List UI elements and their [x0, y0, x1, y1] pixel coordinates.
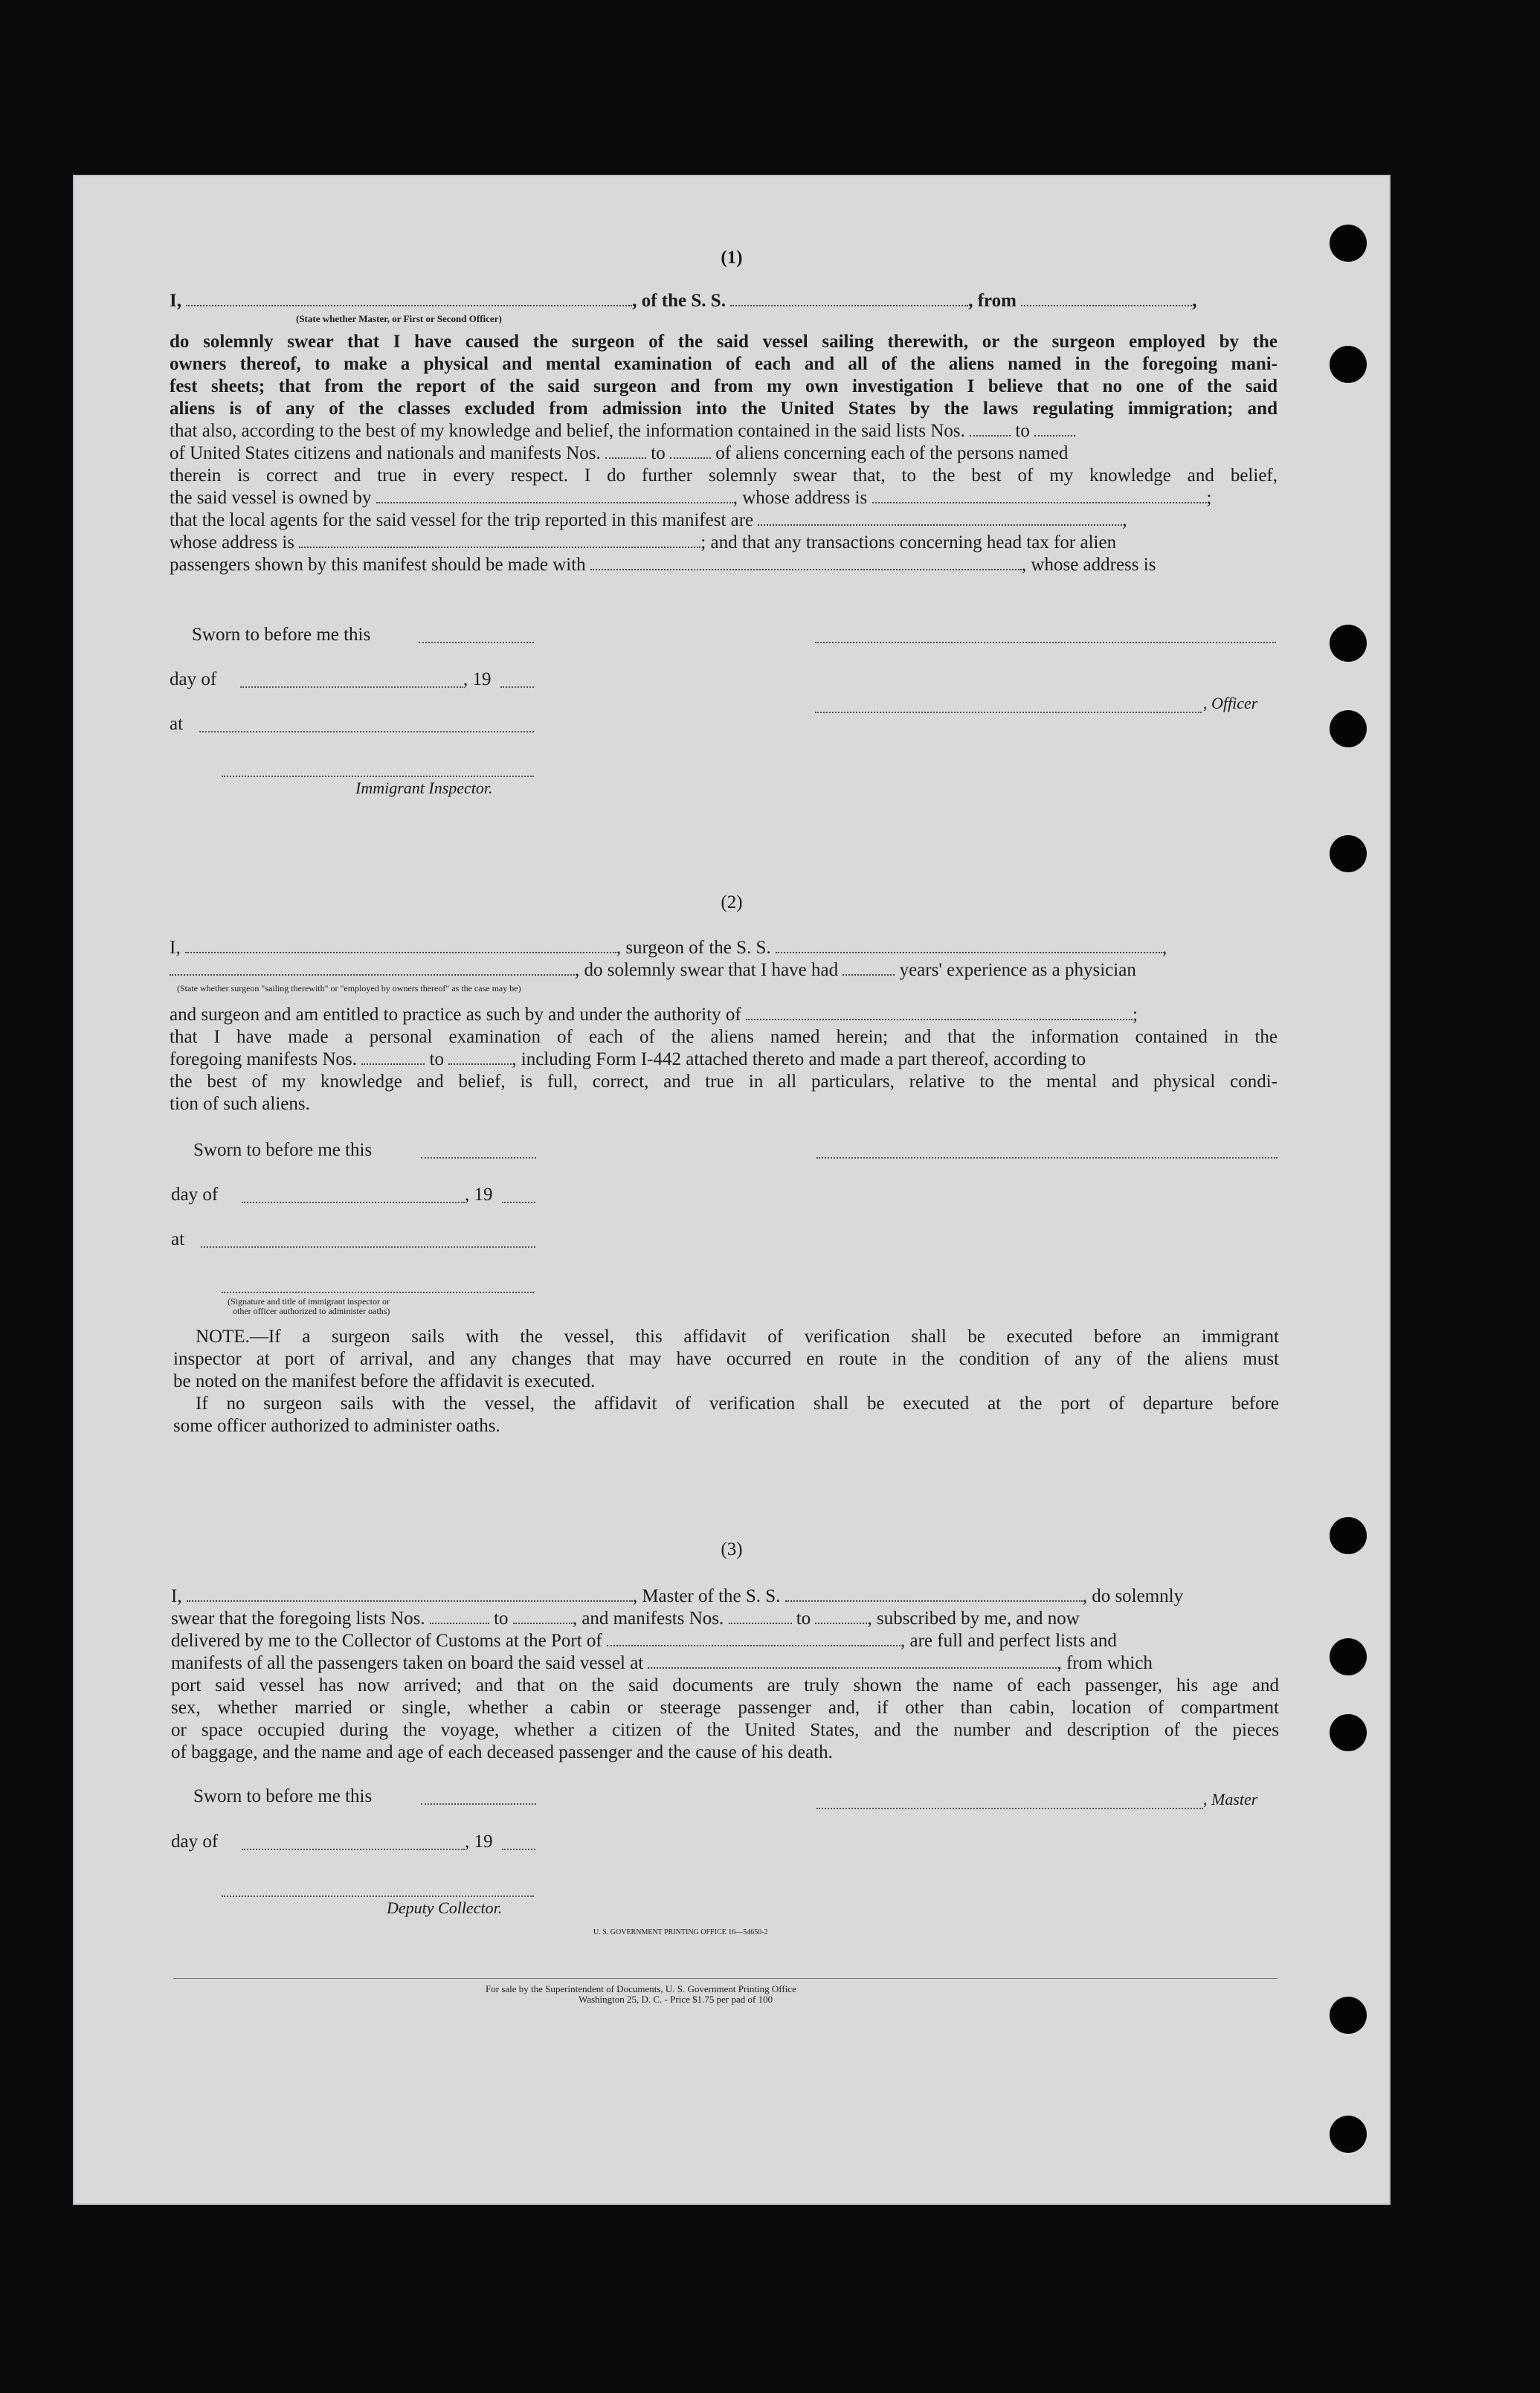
text: foregoing manifests Nos. [170, 1049, 358, 1069]
text: and surgeon and am entitled to practice as such by and under the authority of [170, 1005, 741, 1025]
manifest-back-page [73, 175, 1391, 2205]
text: years' experience as a physician [899, 960, 1136, 980]
section-1-para-line: aliens is of any of the classes excluded from admission into the United States by the laws regulating immigration; and [170, 399, 1278, 419]
text: the said vessel is owned by [170, 488, 372, 508]
section-2-para-line: the best of my knowledge and belief, is full, correct, and true in all particulars, relative to the mental and physical condi- [170, 1072, 1278, 1092]
section-3-para-line: port said vessel has now arrived; and that on the said documents are truly shown the name of each passenger, his age and [171, 1675, 1279, 1695]
blank-field[interactable] [186, 292, 632, 306]
section-1-para-line: do solemnly swear that I have caused the surgeon of the said vessel sailing therewith, or the surgeon employed by the [170, 332, 1278, 352]
punch-hole [1330, 1714, 1367, 1751]
text: , do solemnly [1082, 1586, 1184, 1606]
officer-label: , Officer [1203, 694, 1258, 712]
blank-field[interactable] [421, 1157, 536, 1159]
blank-field[interactable] [590, 555, 1022, 570]
officer-name-line[interactable] [815, 712, 1202, 713]
blank-field[interactable] [419, 642, 534, 643]
text: , including Form I-442 attached thereto and made a part thereof, according to [512, 1049, 1086, 1069]
section-2-second-line [170, 959, 1278, 982]
blank-field[interactable] [746, 1005, 1133, 1020]
section-2-opening-line [170, 937, 1278, 959]
blank-field[interactable] [242, 1202, 465, 1203]
section-3-para-line [171, 1652, 1279, 1675]
blank-field[interactable] [872, 489, 1207, 503]
section-1-para-line: fest sheets; that from the report of the said surgeon and from my own investigation I believe that no one of the said [170, 376, 1278, 396]
text: , [1122, 510, 1127, 530]
text: whose address is [170, 532, 295, 553]
text: , do solemnly swear that I have had [575, 960, 839, 980]
note-line: be noted on the manifest before the affidavit is executed. [173, 1371, 596, 1391]
blank-field[interactable] [843, 961, 895, 976]
blank-field[interactable] [187, 1587, 633, 1602]
text: passengers shown by this manifest should be made with [170, 555, 586, 575]
text: , [1162, 938, 1167, 958]
day-of-label: day of [171, 1185, 219, 1205]
section-3-opening-line [171, 1585, 1279, 1608]
text-of-ss: , of the S. S. [632, 291, 726, 311]
section-1-para-line [170, 509, 1278, 532]
blank-field[interactable] [670, 444, 711, 459]
text: that also, according to the best of my knowledge and belief, the information contained in the said lists Nos. [170, 421, 965, 441]
signature-note: (Signature and title of immigrant inspector or [228, 1296, 390, 1307]
section-1-para-line: therein is correct and true in every respect. I do further solemnly swear that, to the best of my knowledge and belief, [170, 466, 1278, 486]
gpo-imprint: U. S. GOVERNMENT PRINTING OFFICE 16—54650-2 [593, 1928, 768, 1936]
blank-field[interactable] [361, 1050, 425, 1065]
inspector-label: Immigrant Inspector. [355, 779, 493, 797]
blank-field[interactable] [502, 1202, 535, 1203]
sworn-label: Sworn to before me this [193, 1140, 373, 1160]
text: , whose address is [1021, 555, 1156, 575]
officer-rank-note: (State whether Master, or First or Second Officer) [296, 313, 502, 324]
text-comma: , [1192, 291, 1197, 311]
blank-field[interactable] [513, 1609, 573, 1624]
section-1-para-line [170, 420, 1278, 442]
punch-hole [1330, 1997, 1367, 2034]
text: , and manifests Nos. [572, 1608, 724, 1629]
punch-hole [1330, 835, 1367, 872]
sale-note: Washington 25, D. C. - Price $1.75 per pad of 100 [579, 1994, 773, 2005]
blank-field[interactable] [170, 961, 575, 976]
blank-field[interactable] [648, 1654, 1057, 1669]
text: ; and that any transactions concerning head tax for alien [700, 532, 1117, 553]
surgeon-status-note: (State whether surgeon "sailing therewith" or "employed by owners thereof" as the case may be) [177, 983, 521, 993]
blank-field[interactable] [299, 533, 700, 548]
section-3-number: (3) [721, 1539, 743, 1559]
blank-field[interactable] [500, 686, 534, 688]
text-i: I, [170, 291, 181, 311]
text-to: to [651, 443, 666, 463]
note-line: some officer authorized to administer oaths. [173, 1416, 500, 1436]
text: , are full and perfect lists and [901, 1631, 1117, 1651]
blank-field[interactable] [776, 938, 1162, 953]
blank-field[interactable] [815, 1609, 867, 1624]
inspector-signature-line[interactable] [222, 1292, 534, 1293]
punch-hole [1330, 625, 1367, 662]
note-line: NOTE.—If a surgeon sails with the vessel, this affidavit of verification shall be executed before an immigrant [196, 1327, 1279, 1347]
blank-field[interactable] [502, 1849, 535, 1850]
section-1-para-line: owners thereof, to make a physical and mental examination of each and all of the aliens named in the foregoing mani- [170, 354, 1278, 374]
text: that the local agents for the said vessel for the trip reported in this manifest are [170, 510, 754, 530]
blank-field[interactable] [785, 1587, 1083, 1602]
text: manifests of all the passengers taken on board the said vessel at [171, 1653, 644, 1673]
section-2-number: (2) [721, 892, 743, 912]
punch-hole [1330, 710, 1367, 747]
collector-signature-line[interactable] [222, 1896, 534, 1897]
blank-field[interactable] [242, 1849, 465, 1850]
blank-field[interactable] [376, 489, 733, 503]
section-1-para-line [170, 487, 1278, 509]
surgeon-signature-line[interactable] [816, 1157, 1278, 1159]
collector-label: Deputy Collector. [387, 1898, 503, 1917]
blank-field[interactable] [758, 511, 1122, 526]
sale-note: For sale by the Superintendent of Documents, U. S. Government Printing Office [486, 1983, 796, 1994]
blank-field[interactable] [201, 1246, 535, 1248]
text: , subscribed by me, and now [867, 1608, 1080, 1629]
officer-signature-line[interactable] [815, 642, 1276, 643]
text: to [796, 1608, 811, 1629]
master-signature-line[interactable] [816, 1808, 1203, 1809]
sworn-label: Sworn to before me this [192, 625, 371, 645]
text: swear that the foregoing lists Nos. [171, 1608, 425, 1629]
text: delivered by me to the Collector of Customs at the Port of [171, 1631, 602, 1651]
blank-field[interactable] [240, 686, 463, 688]
section-1-para-line [170, 554, 1278, 576]
section-3-para-line [171, 1608, 1279, 1630]
blank-field[interactable] [421, 1803, 536, 1805]
blank-field[interactable] [430, 1609, 489, 1624]
text: , whose address is [732, 488, 868, 508]
text: of aliens concerning each of the persons named [715, 443, 1069, 463]
section-1-opening-line [170, 290, 1278, 312]
blank-field[interactable] [730, 292, 968, 306]
text: to [494, 1608, 509, 1629]
blank-field[interactable] [607, 1632, 901, 1646]
blank-field[interactable] [605, 444, 646, 459]
section-2-para-line: that I have made a personal examination of each of the aliens named herein; and that the information contained in the [170, 1027, 1278, 1047]
master-label: , Master [1203, 1790, 1258, 1809]
blank-field[interactable] [970, 422, 1011, 437]
text: ; [1206, 488, 1212, 508]
sworn-label: Sworn to before me this [193, 1786, 373, 1806]
year-label: , 19 [465, 1185, 493, 1205]
text-i: I, [170, 938, 181, 958]
blank-field[interactable] [729, 1609, 792, 1624]
punch-hole [1330, 1638, 1367, 1675]
text-to: to [1015, 421, 1030, 441]
blank-field[interactable] [199, 731, 534, 732]
text: of United States citizens and nationals and manifests Nos. [170, 443, 601, 463]
day-of-label: day of [170, 669, 217, 689]
day-of-label: day of [171, 1832, 219, 1852]
inspector-signature-line[interactable] [222, 776, 534, 777]
section-3-para-line: of baggage, and the name and age of each deceased passenger and the cause of his death. [171, 1742, 833, 1762]
text: to [429, 1049, 444, 1069]
punch-hole [1330, 2116, 1367, 2153]
text-from: , from [968, 291, 1017, 311]
section-1-para-line [170, 532, 1278, 554]
signature-note: other officer authorized to administer oaths) [233, 1306, 390, 1316]
text: , surgeon of the S. S. [616, 938, 771, 958]
blank-field[interactable] [1021, 292, 1192, 306]
section-2-para-line [170, 1049, 1278, 1071]
text-i: I, [171, 1586, 182, 1606]
section-2-para-line: and surgeon and am entitled to practice as such by and under the authority of ; [170, 1005, 1138, 1025]
at-label: at [170, 714, 184, 734]
at-label: at [171, 1229, 185, 1249]
section-1-number: (1) [721, 248, 743, 268]
section-2-para-line: tion of such aliens. [170, 1094, 310, 1114]
section-3-para-line: sex, whether married or single, whether a cabin or steerage passenger and, if other than cabin, location of compartment [171, 1698, 1279, 1718]
blank-field[interactable] [448, 1050, 512, 1065]
blank-field[interactable] [185, 938, 616, 953]
punch-hole [1330, 346, 1367, 383]
note-line: If no surgeon sails with the vessel, the affidavit of verification shall be executed at the port of departure before [196, 1394, 1279, 1414]
blank-field[interactable] [1034, 422, 1075, 437]
note-line: inspector at port of arrival, and any changes that may have occurred en route in the condition of any of the aliens must [173, 1349, 1279, 1369]
section-3-para-line: or space occupied during the voyage, whether a citizen of the United States, and the number and description of the pieces [171, 1720, 1279, 1740]
year-label: , 19 [465, 1832, 493, 1852]
text: , Master of the S. S. [632, 1586, 781, 1606]
section-1-para-line [170, 442, 1278, 465]
section-3-para-line [171, 1630, 1279, 1652]
text: , from which [1057, 1653, 1153, 1673]
footer-divider [173, 1978, 1278, 1979]
year-label: , 19 [463, 669, 492, 689]
